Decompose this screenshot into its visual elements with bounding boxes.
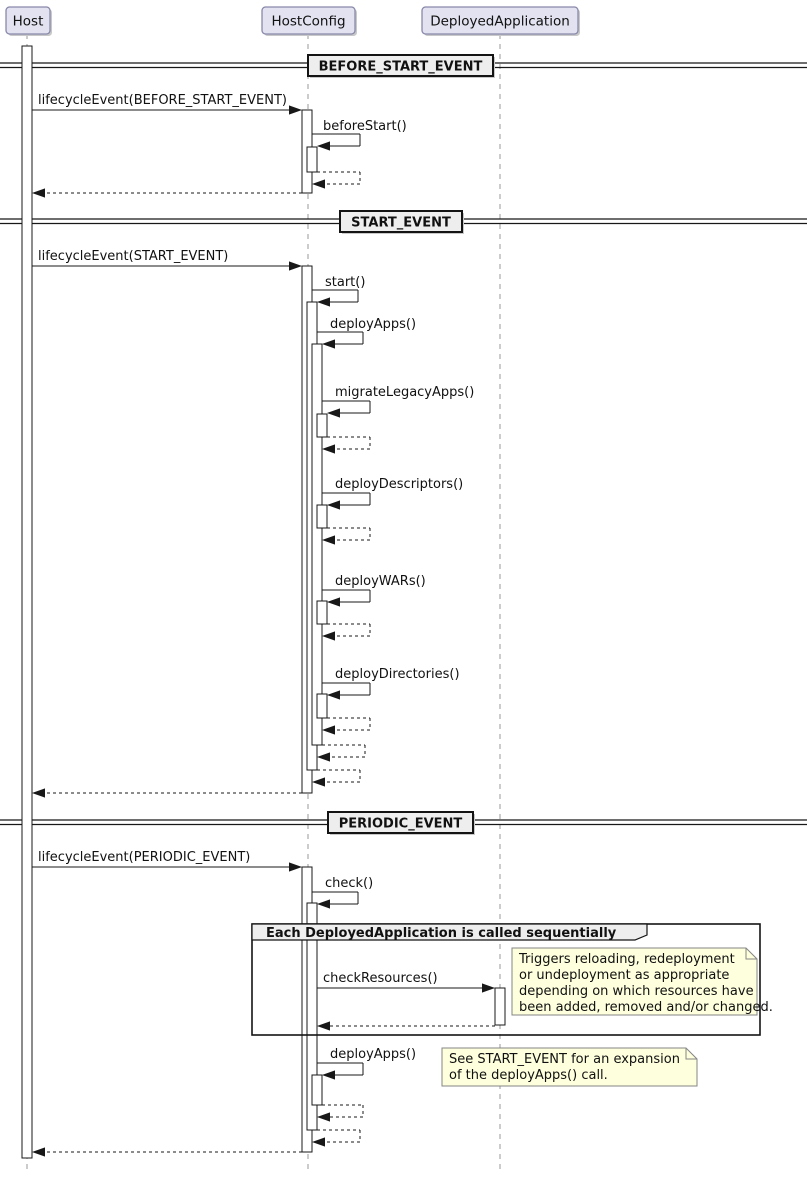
note-checkresources-text-line: or undeployment as appropriate	[519, 968, 730, 983]
msg-deployapps-start-label: deployApps()	[330, 317, 417, 332]
msg-lifecycle-before-start-arrow-icon	[289, 105, 302, 114]
ret-deploywars-arrow-icon	[322, 631, 335, 640]
ret-lifecycle-periodic-arrow-icon	[32, 1147, 45, 1156]
ret-lifecycle-before-start-arrow-icon	[32, 188, 45, 197]
deployapps-periodic-activation	[312, 1075, 322, 1105]
checkresources-activation	[495, 988, 505, 1025]
msg-check-label: check()	[325, 876, 374, 891]
deployapps-activation	[312, 344, 322, 745]
divider-start-event-label: START_EVENT	[351, 215, 451, 231]
msg-lifecycle-before-start-label: lifecycleEvent(BEFORE_START_EVENT)	[38, 93, 287, 108]
msg-lifecycle-periodic-label: lifecycleEvent(PERIODIC_EVENT)	[38, 850, 251, 865]
ret-deploydescriptors-arrow-icon	[322, 535, 335, 544]
beforestart-activation	[307, 147, 317, 172]
participant-deployedapplication-label: DeployedApplication	[430, 13, 570, 30]
msg-deployapps-start-arrow-icon	[322, 339, 335, 348]
msg-beforestart-label: beforeStart()	[323, 119, 407, 134]
msg-lifecycle-periodic-arrow-icon	[289, 862, 302, 871]
msg-deploywars-label: deployWARs()	[335, 574, 426, 589]
msg-start-arrow-icon	[317, 297, 330, 306]
ret-check-arrow-icon	[312, 1137, 325, 1146]
ret-beforestart-arrow-icon	[312, 179, 325, 188]
msg-checkresources-arrow-icon	[482, 983, 495, 992]
ret-deployapps-start-arrow-icon	[317, 752, 330, 761]
ret-deploydirectories-arrow-icon	[322, 725, 335, 734]
msg-lifecycle-start-label: lifecycleEvent(START_EVENT)	[38, 249, 229, 264]
ret-checkresources-arrow-icon	[317, 1021, 330, 1030]
msg-deploydescriptors-arrow-icon	[327, 500, 340, 509]
msg-migratelegacyapps-label: migrateLegacyApps()	[335, 385, 475, 400]
deploydescriptors-activation	[317, 505, 327, 528]
msg-deployapps-periodic-label: deployApps()	[330, 1047, 417, 1062]
note-deployapps-text-line: See START_EVENT for an expansion	[449, 1052, 680, 1067]
ret-lifecycle-start-arrow-icon	[32, 788, 45, 797]
deploywars-activation	[317, 601, 327, 624]
msg-check-arrow-icon	[317, 899, 330, 908]
participant-hostconfig-label: HostConfig	[271, 13, 346, 30]
participant-host-label: Host	[12, 13, 44, 30]
migratelegacyapps-activation	[317, 414, 327, 437]
msg-migratelegacyapps-arrow-icon	[327, 408, 340, 417]
msg-deploydirectories-arrow-icon	[327, 690, 340, 699]
msg-start-label: start()	[325, 275, 366, 290]
divider-before-start-event-label: BEFORE_START_EVENT	[318, 59, 483, 75]
msg-deployapps-periodic-arrow-icon	[322, 1070, 335, 1079]
note-checkresources-text-line: depending on which resources have	[519, 984, 754, 999]
deploydirectories-activation	[317, 694, 327, 718]
msg-beforestart-arrow-icon	[317, 141, 330, 150]
ret-migratelegacyapps-arrow-icon	[322, 444, 335, 453]
msg-lifecycle-start-arrow-icon	[289, 261, 302, 270]
note-deployapps-text-line: of the deployApps() call.	[449, 1068, 608, 1083]
note-checkresources-text-line: Triggers reloading, redeployment	[519, 952, 735, 967]
host-activation	[22, 46, 32, 1158]
group-title: Each DeployedApplication is called sequentially	[266, 926, 617, 941]
msg-deploydescriptors-label: deployDescriptors()	[335, 477, 464, 492]
msg-checkresources-label: checkResources()	[323, 971, 438, 986]
note-checkresources-text-line: been added, removed and/or changed.	[519, 1000, 773, 1015]
ret-deployapps-periodic-arrow-icon	[317, 1112, 330, 1121]
msg-deploydirectories-label: deployDirectories()	[335, 667, 460, 682]
divider-periodic-event-label: PERIODIC_EVENT	[338, 816, 463, 832]
msg-deploywars-arrow-icon	[327, 597, 340, 606]
ret-start-arrow-icon	[312, 777, 325, 786]
